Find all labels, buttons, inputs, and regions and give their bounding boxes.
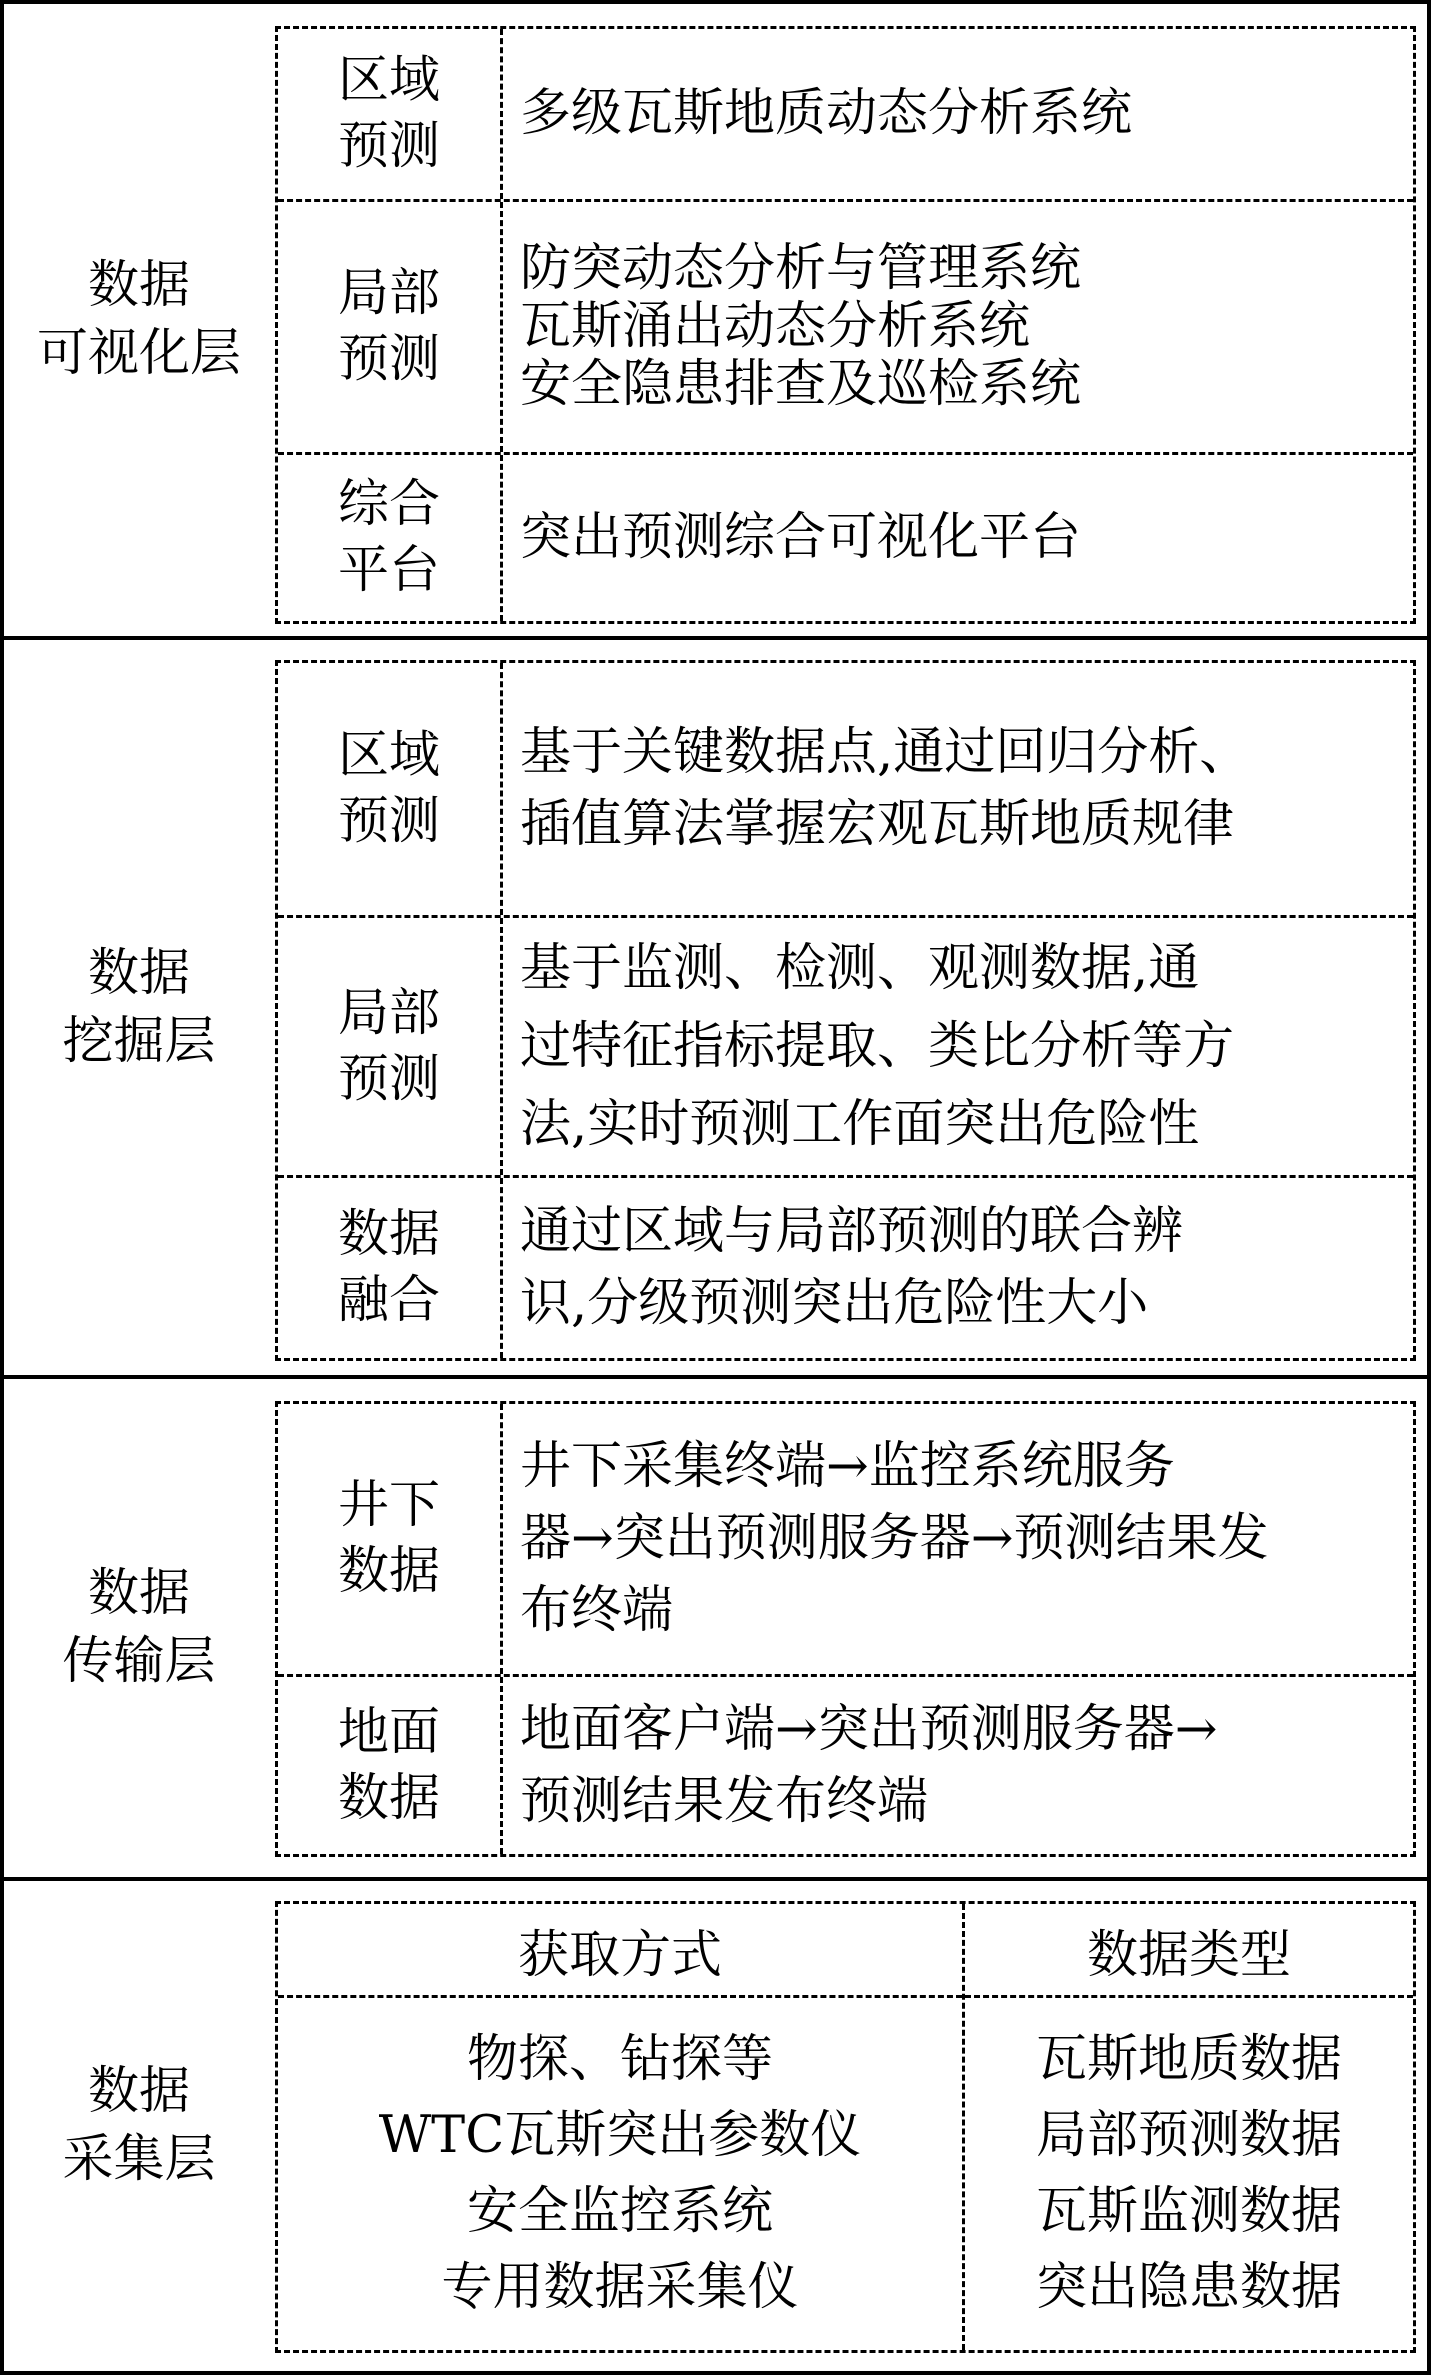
types-header: 数据类型	[965, 1904, 1413, 1998]
types-column	[965, 1904, 1413, 2350]
method-item: 专用数据采集仪	[441, 2258, 799, 2317]
methods-list	[278, 1998, 962, 2350]
category-cell: 区域 预测	[278, 29, 503, 199]
visualization-box	[275, 26, 1416, 624]
category-cell: 地面 数据	[278, 1677, 503, 1854]
visualization-row-regional	[278, 29, 1413, 199]
method-item: 物探、钻探等	[466, 2030, 773, 2089]
mining-box	[275, 660, 1416, 1361]
type-item: 局部预测数据	[1035, 2106, 1342, 2165]
method-item: WTC瓦斯突出参数仪	[378, 2106, 862, 2165]
description-cell: 井下采集终端→监控系统服务 器→突出预测服务器→预测结果发 布终端	[520, 1437, 1269, 1640]
layer-label	[4, 1881, 274, 2371]
layer-label	[4, 1379, 274, 1877]
description-cell: 地面客户端→突出预测服务器→ 预测结果发布终端	[520, 1699, 1218, 1831]
methods-column	[278, 1904, 965, 2350]
mining-row-fusion	[278, 1175, 1413, 1358]
layer-mining-label: 数据 挖掘层	[62, 943, 216, 1071]
methods-header: 获取方式	[278, 1904, 962, 1998]
type-item: 瓦斯监测数据	[1035, 2182, 1342, 2241]
types-list	[965, 1998, 1413, 2350]
category-cell: 综合 平台	[278, 455, 503, 621]
layer-collection-label: 数据 采集层	[62, 2062, 216, 2189]
category-cell: 局部 预测	[278, 918, 503, 1175]
layer-visualization	[0, 0, 1431, 640]
mining-row-local	[278, 915, 1413, 1175]
layer-mining	[0, 636, 1431, 1379]
transmission-row-underground	[278, 1404, 1413, 1674]
layer-transmission	[0, 1375, 1431, 1881]
layer-transmission-label: 数据 传输层	[62, 1564, 216, 1691]
description-cell: 基于关键数据点,通过回归分析、 插值算法掌握宏观瓦斯地质规律	[520, 723, 1251, 854]
category-cell: 井下 数据	[278, 1404, 503, 1674]
transmission-box	[275, 1401, 1416, 1857]
layer-label	[4, 640, 274, 1375]
layer-visualization-label: 数据 可视化层	[36, 256, 241, 383]
category-cell: 数据 融合	[278, 1178, 503, 1358]
transmission-row-surface	[278, 1674, 1413, 1854]
collection-table	[275, 1901, 1416, 2353]
visualization-row-platform	[278, 452, 1413, 621]
visualization-row-local	[278, 199, 1413, 452]
layer-collection	[0, 1877, 1431, 2375]
type-item: 突出隐患数据	[1035, 2258, 1342, 2317]
layer-label	[4, 4, 274, 636]
type-item: 瓦斯地质数据	[1035, 2030, 1342, 2089]
method-item: 安全监控系统	[466, 2182, 773, 2241]
description-cell: 突出预测综合可视化平台	[520, 508, 1082, 567]
category-cell: 局部 预测	[278, 202, 503, 452]
description-cell: 基于监测、检测、观测数据,通 过特征指标提取、类比分析等方 法,实时预测工作面突出危险性	[520, 938, 1235, 1154]
description-cell: 多级瓦斯地质动态分析系统	[520, 84, 1133, 143]
mining-row-regional	[278, 663, 1413, 915]
description-cell: 通过区域与局部预测的联合辨 识,分级预测突出危险性大小	[520, 1202, 1184, 1333]
category-cell: 区域 预测	[278, 663, 503, 915]
description-cell: 防突动态分析与管理系统 瓦斯涌出动态分析系统 安全隐患排查及巡检系统	[520, 239, 1082, 414]
